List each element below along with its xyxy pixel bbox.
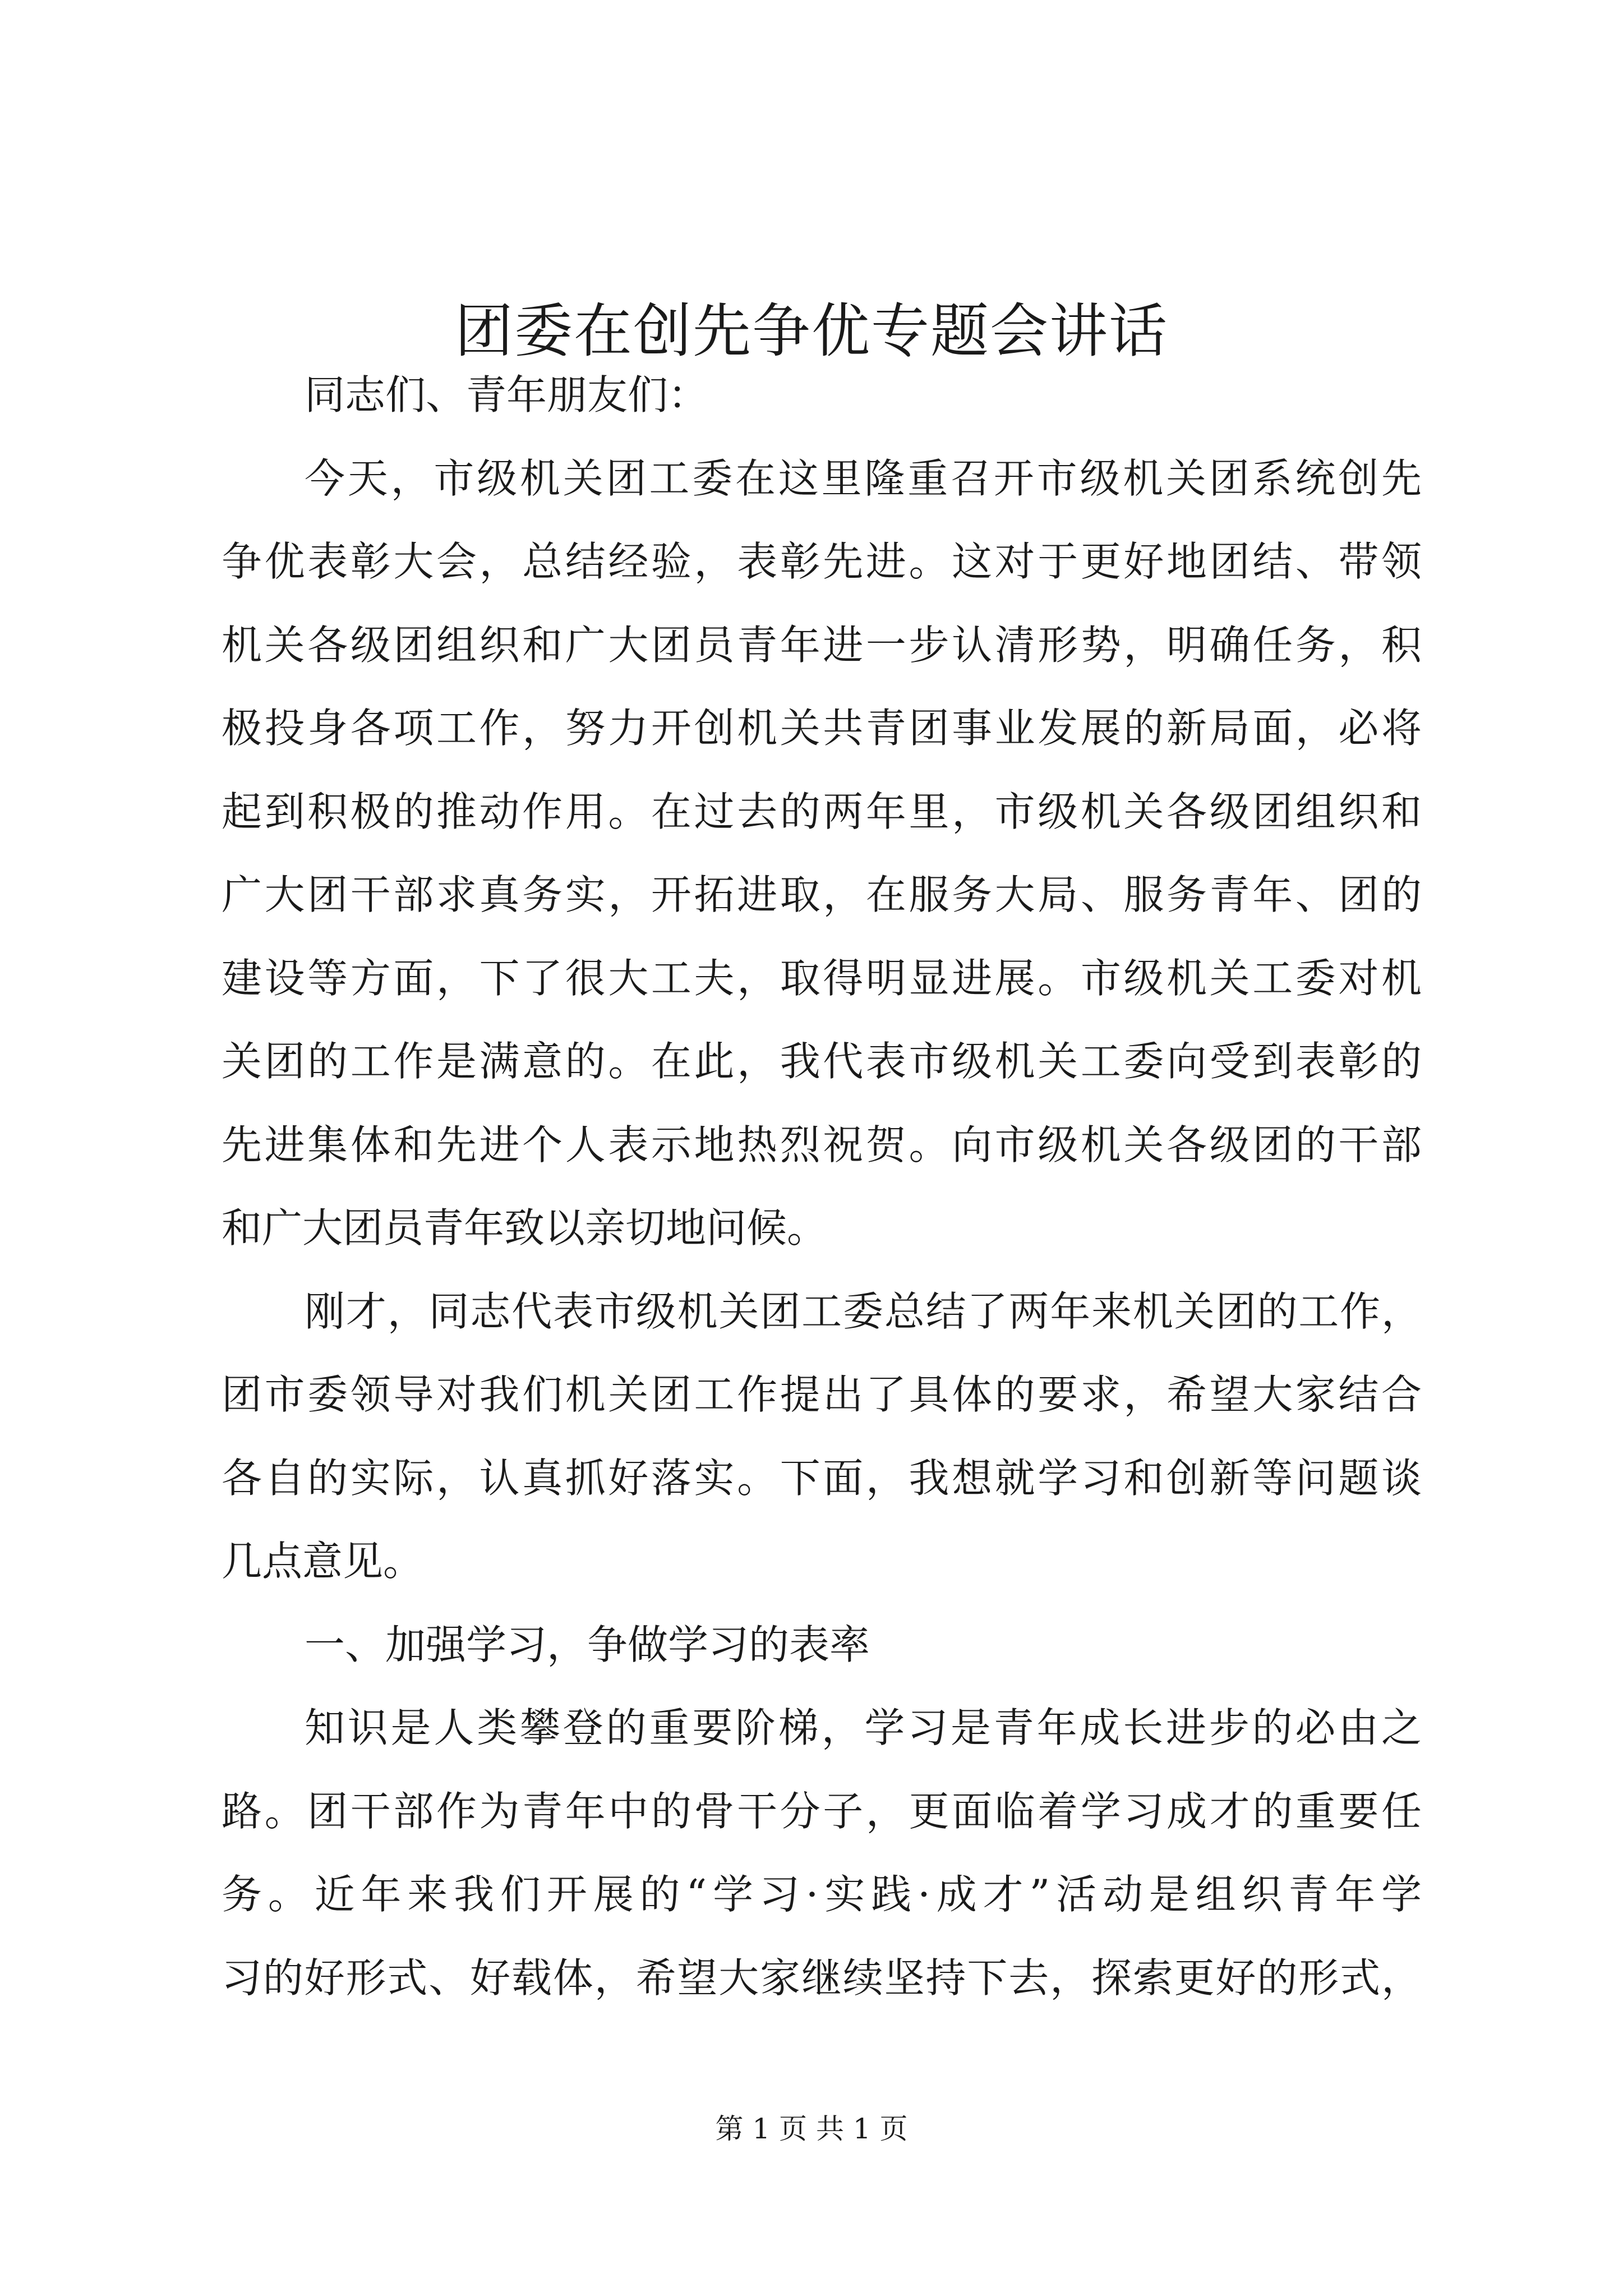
body-line: 先进集体和先进个人表示地热烈祝贺。向市级机关各级团的干部 <box>222 1121 1422 1168</box>
body-line: 建设等方面，下了很大工夫，取得明显进展。市级机关工委对机 <box>222 954 1422 1002</box>
body-line: 关团的工作是满意的。在此，我代表市级机关工委向受到表彰的 <box>222 1038 1422 1085</box>
body-line: 路。团干部作为青年中的骨干分子，更面临着学习成才的重要任 <box>222 1787 1422 1835</box>
body-line: 和广大团员青年致以亲切地问候。 <box>222 1204 828 1251</box>
body-line: 机关各级团组织和广大团员青年进一步认清形势，明确任务，积 <box>222 621 1422 669</box>
body-line: 极投身各项工作，努力开创机关共青团事业发展的新局面，必将 <box>222 705 1422 752</box>
page-footer: 第 1 页 共 1 页 <box>715 2113 908 2145</box>
body-line: 争优表彰大会，总结经验，表彰先进。这对于更好地团结、带领 <box>222 538 1422 585</box>
body-line: 今天，市级机关团工委在这里隆重召开市级机关团系统创先 <box>305 454 1422 502</box>
document-title: 团委在创先争优专题会讲话 <box>454 297 1168 365</box>
body-line: 广大团干部求真务实，开拓进取，在服务大局、服务青年、团的 <box>222 871 1422 918</box>
body-line: 几点意见。 <box>222 1538 424 1585</box>
body-line: 团市委领导对我们机关团工作提出了具体的要求，希望大家结合 <box>222 1371 1422 1418</box>
body-line: 一、加强学习，争做学习的表率 <box>305 1621 870 1668</box>
body-line: 起到积极的推动作用。在过去的两年里，市级机关各级团组织和 <box>222 788 1422 835</box>
body-line: 习的好形式、好载体，希望大家继续坚持下去，探索更好的形式， <box>222 1954 1422 2001</box>
body-line: 同志们、青年朋友们： <box>305 371 709 418</box>
body-line: 各自的实际，认真抓好落实。下面，我想就学习和创新等问题谈 <box>222 1454 1422 1502</box>
document-body <box>222 353 1422 2019</box>
body-line: 务。近年来我们开展的“学习·实践·成才”活动是组织青年学 <box>222 1871 1422 1918</box>
body-line: 刚才，同志代表市级机关团工委总结了两年来机关团的工作， <box>305 1287 1422 1335</box>
body-line: 知识是人类攀登的重要阶梯，学习是青年成长进步的必由之 <box>305 1704 1422 1751</box>
